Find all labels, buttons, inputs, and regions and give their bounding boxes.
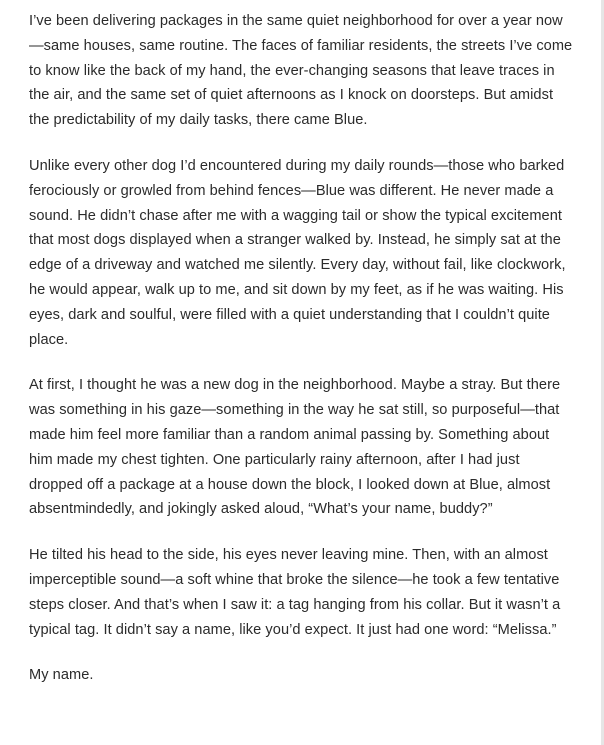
- story-paragraph-1: I’ve been delivering packages in the same quiet neighborhood for over a year now—same houses, same routine. The faces of familiar residents, the streets I’ve come to know like the back of my hand, the ever-changing seasons that leave traces in the air, and the same set of quiet afternoons as I knock on doorsteps. But amidst the predictability of my daily tasks, there came Blue.: [29, 13, 573, 129]
- story-paragraph-4: He tilted his head to the side, his eyes never leaving mine. Then, with an almost imperceptible sound—a soft whine that broke the silence—he took a few tentative steps closer. And that’s when I saw it: a tag hanging from his collar. But it wasn’t a typical tag. It didn’t say a name, like you’d expect. It just had one word: “Melissa.”: [29, 547, 561, 638]
- story-paragraph-5: My name.: [29, 667, 94, 684]
- story-paragraph-2: Unlike every other dog I’d encountered during my daily rounds—those who barked ferociously or growled from behind fences—Blue was different. He never made a sound. He didn’t chase after me with a wagging tail or show the typical excitement that most dogs displayed when a stranger walked by. Instead, he simply sat at the edge of a driveway and watched me silently. Every day, without fail, like clockwork, he would appear, walk up to me, and sit down by my feet, as if he was waiting. His eyes, dark and soulful, were filled with a quiet understanding that I couldn’t quite place.: [29, 157, 566, 348]
- story-paragraph-3: At first, I thought he was a new dog in the neighborhood. Maybe a stray. But there was something in his gaze—something in the way he sat still, so purposeful—that made him feel more familiar than a random animal passing by. Something about him made my chest tighten. One particularly rainy afternoon, after I had just dropped off a package at a house down the block, I looked down at Blue, almost absentmindedly, and jokingly asked aloud, “What’s your name, buddy?”: [29, 377, 561, 518]
- story-article: [29, 9, 577, 688]
